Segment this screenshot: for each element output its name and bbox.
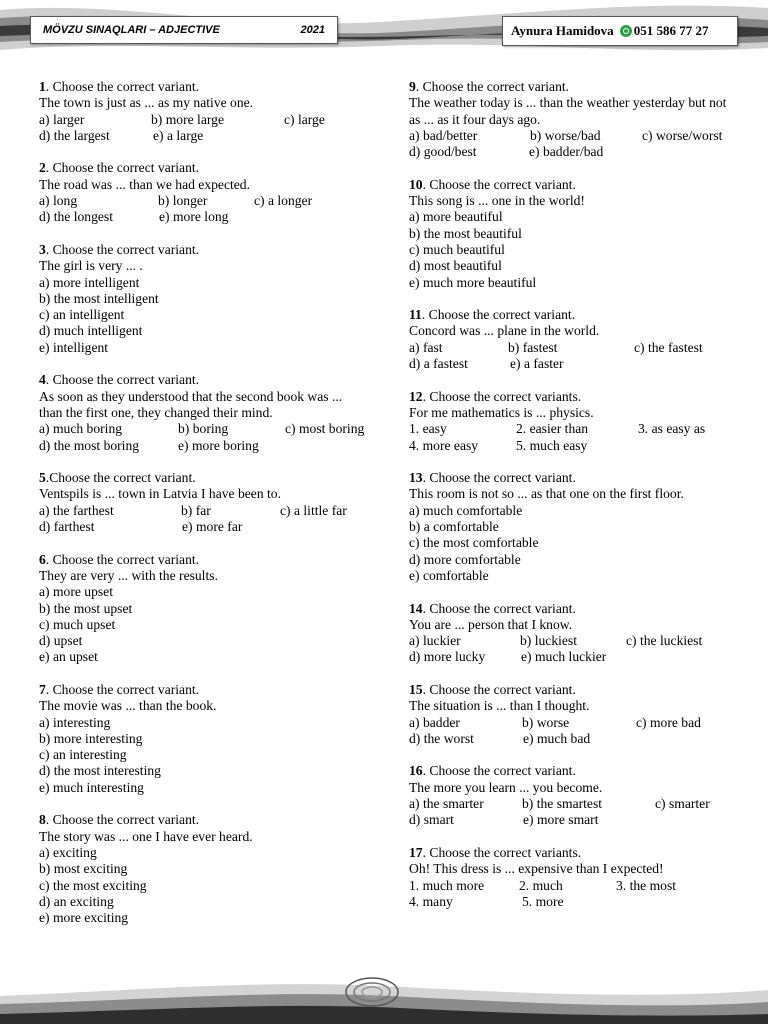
option: e) intelligent <box>39 339 109 355</box>
question-instruction: . Choose the correct variant. <box>422 470 576 486</box>
option: e) comfortable <box>409 567 489 583</box>
question-number: 9 <box>409 79 416 94</box>
question-14 <box>409 601 749 666</box>
question-instruction: . Choose the correct variant. <box>45 681 200 697</box>
question-instruction: . Choose the correct variant. <box>422 681 576 697</box>
question-text: The girl is very ... . <box>39 258 143 274</box>
question-number: 14 <box>409 600 423 616</box>
option: b) longer <box>158 193 208 209</box>
option: 2. easier than <box>516 421 589 437</box>
question-9 <box>409 79 749 160</box>
option: a) luckier <box>409 633 461 649</box>
option-row <box>409 144 749 160</box>
option: b) a comfortable <box>409 519 499 535</box>
question-number: 3 <box>39 241 46 257</box>
question-text: For me mathematics is ... physics. <box>409 404 594 420</box>
option: e) more long <box>159 209 229 225</box>
question-text: The movie was ... than the book. <box>39 698 217 714</box>
option: a) more beautiful <box>409 209 503 225</box>
option: d) the largest <box>39 127 110 143</box>
right-column <box>409 79 749 910</box>
option-row <box>409 878 749 894</box>
question-number: 15 <box>409 681 423 697</box>
question-number: 2 <box>39 160 46 176</box>
question-text: They are very ... with the results. <box>39 567 218 583</box>
option: e) much more beautiful <box>409 274 537 290</box>
question-instruction: . Choose the correct variant. <box>45 241 200 257</box>
question-text: The story was ... one I have ever heard. <box>39 828 253 844</box>
option-row <box>409 715 749 731</box>
question-17 <box>409 845 749 910</box>
option: e) more exciting <box>39 910 129 926</box>
question-text: The situation is ... than I thought. <box>409 698 590 714</box>
option: c) worse/worst <box>642 127 723 143</box>
option: c) smarter <box>655 796 710 812</box>
option: 2. much <box>519 877 563 893</box>
option: c) the luckiest <box>626 633 703 649</box>
option: e) an upset <box>39 649 98 665</box>
option: d) the longest <box>39 209 113 225</box>
option: a) the smarter <box>409 796 484 812</box>
question-instruction: . Choose the correct variant. <box>45 372 200 388</box>
option-row <box>409 649 749 665</box>
option: a) bad/better <box>409 127 478 143</box>
option: d) more comfortable <box>409 551 521 567</box>
question-10 <box>409 177 749 291</box>
option: b) fastest <box>508 339 558 355</box>
option: b) the most intelligent <box>39 290 159 306</box>
option: c) an intelligent <box>39 307 125 323</box>
option: a) interesting <box>39 714 111 730</box>
question-instruction: . Choose the correct variants. <box>422 844 582 860</box>
left-column <box>39 79 379 926</box>
question-15 <box>409 682 749 747</box>
option: b) more large <box>151 111 224 127</box>
question-text: The town is just as ... as my native one. <box>39 95 254 111</box>
option: c) most boring <box>285 421 365 437</box>
option: b) more interesting <box>39 730 143 746</box>
option-row <box>39 519 379 535</box>
option: a) larger <box>39 111 85 127</box>
question-text: You are ... person that I know. <box>409 616 573 632</box>
option: d) much intelligent <box>39 323 143 339</box>
option: e) a faster <box>510 356 564 372</box>
question-6 <box>39 552 379 666</box>
question-instruction: . Choose the correct variant. <box>415 79 570 94</box>
option: d) good/best <box>409 144 477 160</box>
option: b) worse <box>522 714 570 730</box>
option: a) long <box>39 193 78 209</box>
option: e) more smart <box>523 812 599 828</box>
question-instruction: . Choose the correct variant. <box>422 763 576 779</box>
option: 4. more easy <box>409 437 479 453</box>
option: a) fast <box>409 339 443 355</box>
option: 5. more <box>522 893 564 909</box>
question-number: 7 <box>39 681 46 697</box>
question-number: 10 <box>409 176 423 192</box>
question-text: The road was ... than we had expected. <box>39 176 250 192</box>
option: d) an exciting <box>39 893 114 909</box>
option: 4. many <box>409 893 453 909</box>
question-text: The weather today is ... than the weather yesterday but not <box>409 95 727 111</box>
option: b) the smartest <box>522 796 603 812</box>
question-number: 13 <box>409 470 423 486</box>
option: b) far <box>181 502 211 518</box>
option: b) the most upset <box>39 600 133 616</box>
option: e) much interesting <box>39 779 144 795</box>
option: c) a longer <box>254 193 313 209</box>
question-11 <box>409 307 749 372</box>
option-row <box>39 112 379 128</box>
question-8 <box>39 812 379 926</box>
question-instruction: . Choose the correct variant. <box>45 551 200 567</box>
question-number: 12 <box>409 388 423 404</box>
question-text: Ventspils is ... town in Latvia I have been to. <box>39 486 281 502</box>
option: c) the most exciting <box>39 877 147 893</box>
option: e) more boring <box>178 437 259 453</box>
option-row <box>409 356 749 372</box>
question-number: 4 <box>39 372 46 388</box>
header-author-box <box>502 16 738 46</box>
header-topic: MÖVZU SINAQLARI – ADJECTIVE <box>43 24 220 36</box>
question-number: 6 <box>39 551 46 567</box>
header-phone: 051 586 77 27 <box>633 23 709 38</box>
option: 1. easy <box>409 421 447 437</box>
question-text: The more you learn ... you become. <box>409 779 603 795</box>
question-number: 17 <box>409 844 423 860</box>
question-12 <box>409 389 749 454</box>
question-instruction: . Choose the correct variant. <box>45 812 200 828</box>
option: b) worse/bad <box>530 127 601 143</box>
question-text: As soon as they understood that the second book was ... <box>39 388 343 404</box>
option: d) upset <box>39 633 83 649</box>
question-number: 16 <box>409 763 423 779</box>
question-instruction: . Choose the correct variant. <box>45 79 200 94</box>
option-row <box>409 894 749 910</box>
question-text: as ... as it four days ago. <box>409 111 541 127</box>
option: e) a large <box>153 127 204 143</box>
question-instruction: .Choose the correct variant. <box>45 470 196 486</box>
question-5 <box>39 470 379 535</box>
option: c) much beautiful <box>409 241 505 257</box>
option: c) an interesting <box>39 747 127 763</box>
option-row <box>409 438 749 454</box>
option: c) much upset <box>39 616 116 632</box>
option-row <box>409 340 749 356</box>
question-number: 1 <box>39 79 46 94</box>
question-7 <box>39 682 379 796</box>
question-instruction: . Choose the correct variant. <box>422 600 576 616</box>
option: b) luckiest <box>520 633 578 649</box>
option: c) more bad <box>636 714 701 730</box>
option: e) more far <box>182 519 243 535</box>
option: 1. much more <box>409 877 485 893</box>
question-16 <box>409 763 749 828</box>
question-instruction: . Choose the correct variants. <box>422 388 582 404</box>
option-row <box>39 209 379 225</box>
option: a) badder <box>409 714 460 730</box>
question-instruction: . Choose the correct variant. <box>422 176 576 192</box>
option: d) the most boring <box>39 437 140 453</box>
question-1 <box>39 79 379 144</box>
question-text: Oh! This dress is ... expensive than I expected! <box>409 861 664 877</box>
option-row <box>39 438 379 454</box>
option: c) the fastest <box>634 339 703 355</box>
option: c) a little far <box>280 502 347 518</box>
option: a) much comfortable <box>409 502 523 518</box>
option: a) more upset <box>39 584 113 600</box>
option: d) most beautiful <box>409 258 502 274</box>
option-row <box>409 128 749 144</box>
header-topic-box <box>30 16 338 44</box>
option-row <box>409 633 749 649</box>
option: a) the farthest <box>39 502 114 518</box>
question-text: This room is not so ... as that one on the first floor. <box>409 486 684 502</box>
option-row <box>409 812 749 828</box>
option: e) badder/bad <box>529 144 604 160</box>
option: b) most exciting <box>39 861 128 877</box>
question-number: 5 <box>39 470 46 486</box>
footer-wave-decoration <box>0 960 768 1024</box>
question-number: 8 <box>39 812 46 828</box>
option: a) more intelligent <box>39 274 140 290</box>
header-year: 2021 <box>300 24 325 36</box>
option-row <box>409 421 749 437</box>
option: e) much luckier <box>521 649 607 665</box>
question-number: 11 <box>409 307 422 323</box>
option: a) much boring <box>39 421 123 437</box>
option-row <box>39 503 379 519</box>
question-4 <box>39 372 379 453</box>
option: d) farthest <box>39 519 95 535</box>
question-text: than the first one, they changed their mind. <box>39 404 273 420</box>
option: b) boring <box>178 421 229 437</box>
whatsapp-icon <box>620 25 632 37</box>
question-instruction: . Choose the correct variant. <box>45 160 200 176</box>
option-row <box>409 796 749 812</box>
option: b) the most beautiful <box>409 225 522 241</box>
option-row <box>39 128 379 144</box>
option-row <box>39 193 379 209</box>
question-3 <box>39 242 379 356</box>
option-row <box>39 421 379 437</box>
question-instruction: . Choose the correct variant. <box>421 307 576 323</box>
option: a) exciting <box>39 844 97 860</box>
question-text: Concord was ... plane in the world. <box>409 323 600 339</box>
option: 5. much easy <box>516 437 588 453</box>
option: d) more lucky <box>409 649 486 665</box>
option: 3. the most <box>616 877 677 893</box>
option: d) the worst <box>409 730 474 746</box>
question-text: This song is ... one in the world! <box>409 193 585 209</box>
option: 3. as easy as <box>638 421 706 437</box>
option: d) a fastest <box>409 356 468 372</box>
option: e) much bad <box>523 730 591 746</box>
header-author: Aynura Hamidova <box>511 23 614 38</box>
option: c) the most comfortable <box>409 535 539 551</box>
option: d) the most interesting <box>39 763 161 779</box>
option: c) large <box>284 111 325 127</box>
question-13 <box>409 470 749 584</box>
question-2 <box>39 160 379 225</box>
option-row <box>409 731 749 747</box>
option: d) smart <box>409 812 454 828</box>
